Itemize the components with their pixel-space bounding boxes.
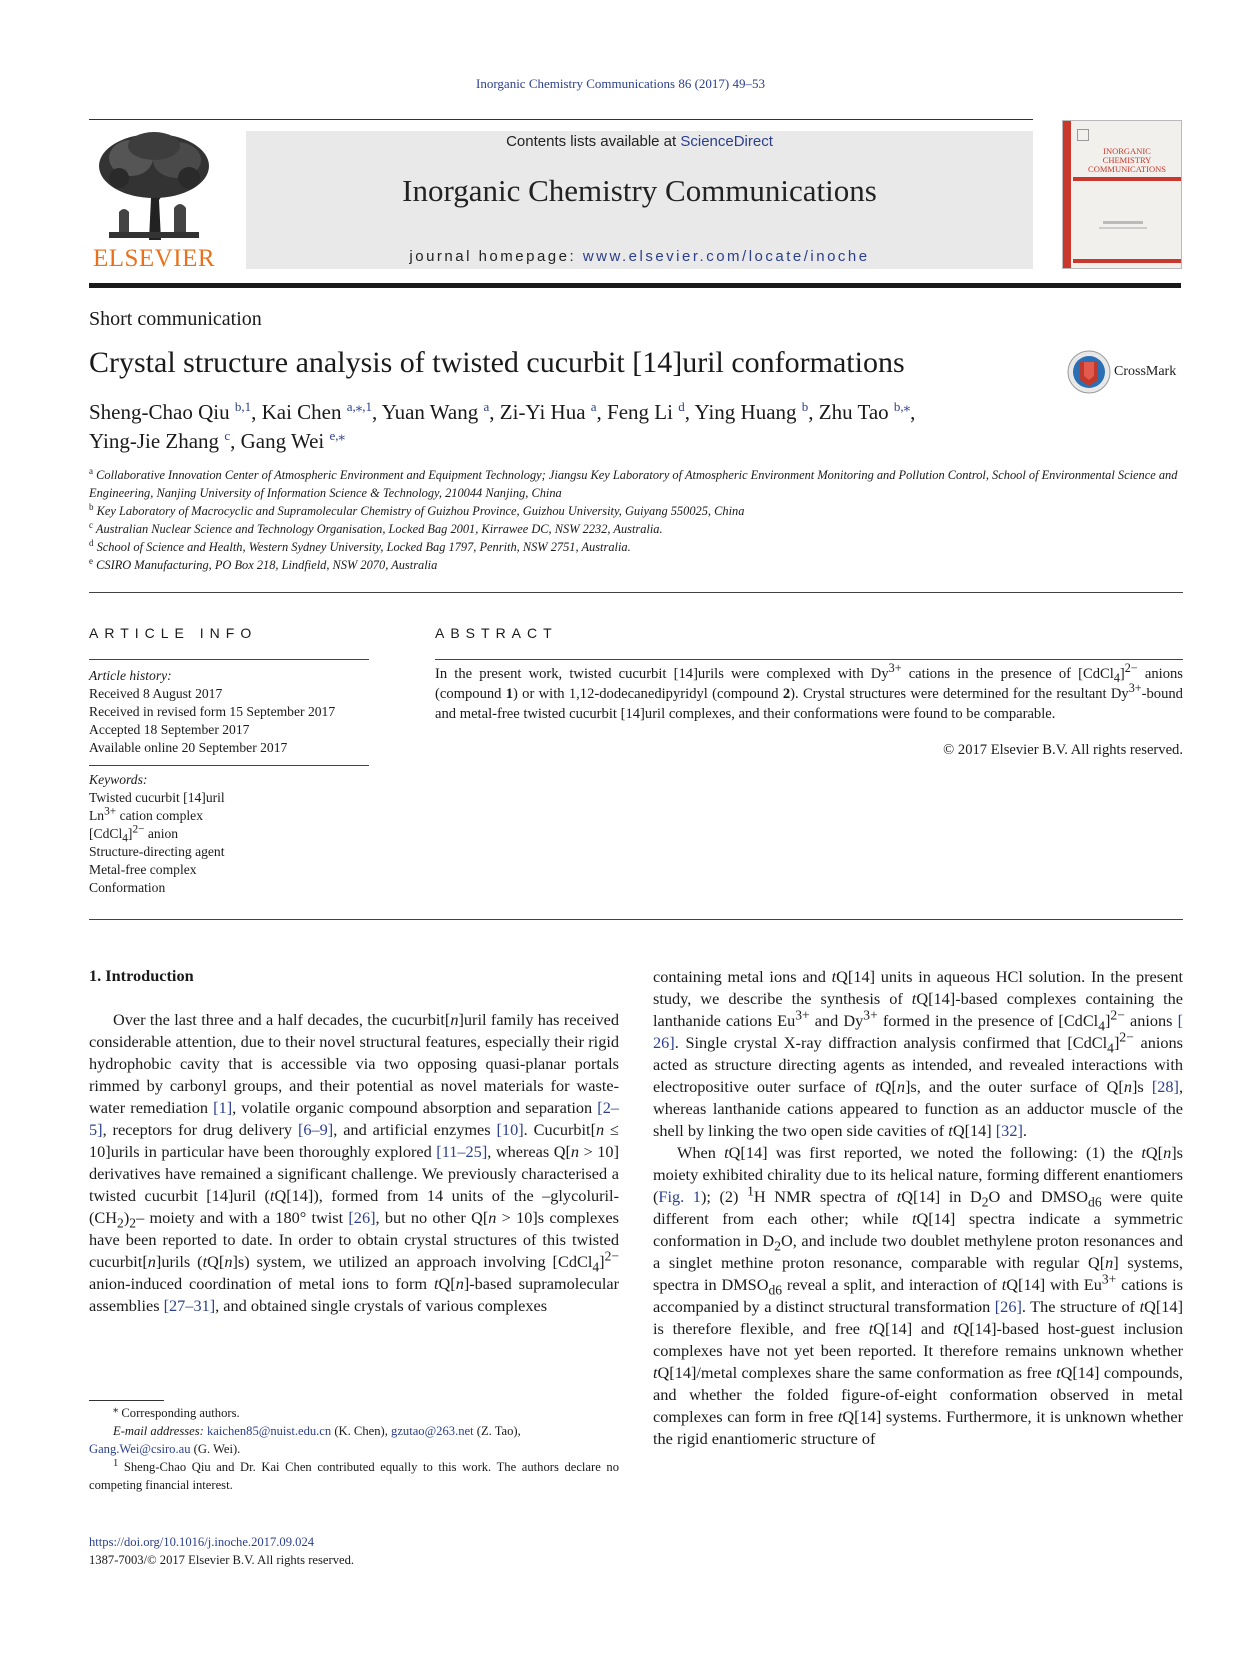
body-top-rule [89, 919, 1183, 920]
section-type: Short communication [89, 308, 262, 330]
author-list: Sheng-Chao Qiu $^{b,1}$, Kai Chen $^{a,⁎,1}$, Yuan Wang $^a$, Zi-Yi Hua $^a$, Feng Li $^d$, Ying Huang $^b$, Zhu Tao $^{b,⁎}$, Ying-Jie Zhang $^c$, Gang Wei $^{e,⁎}$ [89, 399, 916, 453]
header-thick-rule [89, 283, 1181, 288]
author[interactable]: Zhu Tao $^{b,⁎}$ [818, 399, 911, 424]
email-link[interactable]: kaichen85@nuist.edu.cn [206, 1424, 332, 1438]
keyword: Structure-directing agent [89, 844, 225, 859]
history-revised: Received in revised form 15 September 2017 [89, 704, 336, 719]
issn-line: 1387-7003/© 2017 Elsevier B.V. All rights reserved. [89, 1553, 355, 1567]
contents-line [246, 133, 1033, 150]
citation-link[interactable]: [26] [348, 1208, 376, 1227]
body-paragraph: containing metal ions and tQ[14] units in aqueous HCl solution. In the present study, we describe the synthesis of tQ[14]-based complexes containing the lanthanide cations $Eu^{3+}$ and $Dy^{3+}$ formed in the presence of [CdCl$_4$]$^{2-}$ anions [ 26]. Single crystal X-ray diffraction analysis confirmed that [CdCl$_4$]$^{2-}$ anions acted as structure directing agents as intended, and revealed interactions with electropositive outer surface of tQ[n]s, and the outer surface of Q[n]s [28], whereas lanthanide cations appeared to function as an adductor muscle of the shell by linking the two open side cavities of tQ[14] [32]. [653, 967, 1184, 1140]
keyword: Twisted cucurbit [14]uril [89, 790, 225, 805]
keywords-label: Keywords: [89, 772, 148, 787]
cover-logo-icon [1077, 129, 1089, 141]
author[interactable]: Ying-Jie Zhang $^c$ [89, 428, 231, 453]
author[interactable]: Zi-Yi Hua $^a$ [499, 399, 597, 424]
article-history [89, 667, 369, 757]
homepage-link[interactable]: www.elsevier.com/locate/inoche [582, 248, 870, 265]
journal-reference[interactable]: Inorganic Chemistry Communications 86 (2017) 49–53 [476, 76, 765, 91]
affiliation: $^a$ Collaborative Innovation Center of Atmospheric Environment and Equipment Technology; Jiangsu Key Laboratory of Atmospheric Environment Monitoring and Pollution Control, School of Environmental Science and Engineering, Nanjing University of Information Science & Technology, 210044 Nanjing, China [89, 465, 1178, 500]
doi-link[interactable]: https://doi.org/10.1016/j.inoche.2017.09.024 [89, 1535, 315, 1549]
affiliations-rule [89, 592, 1183, 593]
elsevier-tree-icon [89, 128, 219, 243]
citation-link[interactable]: [2–5] [89, 1098, 619, 1139]
article-title: Crystal structure analysis of twisted cucurbit [14]uril conformations [89, 346, 905, 379]
body-column-right [653, 966, 1183, 1450]
footnote-emails: E-mail addresses: kaichen85@nuist.edu.cn (K. Chen), gzutao@263.net (Z. Tao), Gang.Wei@csiro.au (G. Wei). [89, 1424, 521, 1456]
footnote-1: $^1$ Sheng-Chao Qiu and Dr. Kai Chen contributed equally to this work. The authors declare no competing financial interest. [89, 1457, 619, 1492]
footnote-rule [89, 1400, 164, 1401]
contents-prefix: Contents lists available at [506, 133, 681, 150]
cover-title [1073, 147, 1181, 174]
journal-homepage [246, 248, 1033, 265]
cover-footer-band [1073, 259, 1181, 263]
author[interactable]: Yuan Wang $^a$ [381, 399, 490, 424]
citation-link[interactable]: [ 26] [653, 1011, 1183, 1052]
keywords-rule [89, 765, 369, 766]
author[interactable]: Sheng-Chao Qiu $^{b,1}$ [89, 399, 252, 424]
homepage-prefix: journal homepage: [409, 248, 583, 265]
body-paragraph: Over the last three and a half decades, the cucurbit[n]uril family has received considerable attention, due to their novel structural features, especially their rigid hydrophobic cavity that is accessible via two opposing quasi-planar portals rimmed by carbonyl groups, and their potential as novel materials for waste-water remediation [1], volatile organic compound absorption and separation [2–5], receptors for drug delivery [6–9], and artificial enzymes [10]. Cucurbit[n ≤ 10]urils in particular have been thoroughly explored [11–25], whereas Q[n > 10] derivatives have remained a significant challenge. We previously characterised a twisted cucurbit [14]uril (tQ[14]), formed from 14 units of the $-glycoluril-(CH_2)_2-$ moiety and with a 180° twist [26], but no other Q[n > 10]s complexes have been reported to date. In order to obtain crystal structures of this twisted cucurbit[n]urils (tQ[n]s) system, we utilized an approach involving [CdCl$_4$]$^{2-}$ anion-induced coordination of metal ions to form tQ[n]-based supramolecular assemblies [27–31], and obtained single crystals of various complexes [89, 1010, 620, 1315]
crossmark-icon [1067, 350, 1111, 394]
doi-block [89, 1533, 354, 1569]
author[interactable]: Ying Huang $^b$ [694, 399, 809, 424]
keyword: [CdCl$_4$]$^{2-}$ anion [89, 823, 179, 845]
article-info-heading: ARTICLE INFO [89, 625, 258, 641]
keywords [89, 771, 369, 897]
cover-band [1073, 177, 1181, 181]
affiliation: $^c$ Australian Nuclear Science and Technology Organisation, Locked Bag 2001, Kirrawee DC, NSW 2232, Australia. [89, 519, 663, 536]
citation-link[interactable]: [6–9] [297, 1120, 334, 1139]
affiliation: $^d$ School of Science and Health, Western Sydney University, Locked Bag 1797, Penrith, NSW 2751, Australia. [89, 537, 631, 554]
intro-heading: 1. Introduction [89, 966, 194, 985]
footnote-corresponding: ⁎ Corresponding authors. [113, 1403, 240, 1420]
body-paragraph: When tQ[14] was first reported, we noted the following: (1) the tQ[n]s moiety exhibited chirality due to its helical nature, forming different enantiomers (Fig. 1); (2) $^1$H NMR spectra of tQ[14] in $D_2O$ and $DMSO_{d6}$ were quite different from each other; while tQ[14] spectra indicate a symmetric conformation in $D_2O$, and include two doublet methylene proton resonances and a singlet methine proton resonance, comparable with regular Q[n] systems, spectra in $DMSO_{d6}$ reveal a split, and interaction of tQ[14] with $Eu^{3+}$ cations is accompanied by a distinct structural transformation [26]. The structure of tQ[14] is therefore flexible, and free tQ[14] and tQ[14]-based host-guest inclusion complexes have not yet been reported. It therefore remains unknown whether tQ[14]/metal complexes share the same conformation as free tQ[14] compounds, and whether the folded figure-of-eight conformation observed in metal complexes can form in free tQ[14] systems. Furthermore, it is unknown whether the rigid enantiomeric structure of [653, 1143, 1184, 1448]
journal-title: Inorganic Chemistry Communications [402, 173, 877, 208]
citation-link[interactable]: [26] [994, 1297, 1022, 1316]
cover-spine [1063, 121, 1071, 268]
keyword: Conformation [89, 880, 166, 895]
cover-line-1: INORGANIC [1103, 146, 1151, 156]
footnotes [89, 1404, 619, 1494]
header-top-rule [89, 119, 1033, 120]
email-link[interactable]: gzutao@263.net [391, 1424, 474, 1438]
citation-link[interactable]: [32] [995, 1121, 1023, 1140]
article-info-rule [89, 659, 369, 660]
cover-text-line [1103, 221, 1143, 224]
citation-link[interactable]: [28] [1151, 1077, 1179, 1096]
elsevier-logo[interactable] [89, 128, 219, 273]
keyword: $Ln^{3+}$ cation complex [89, 805, 203, 823]
affiliation: $^e$ CSIRO Manufacturing, PO Box 218, Lindfield, NSW 2070, Australia [89, 555, 438, 572]
citation-link[interactable]: [27–31] [163, 1296, 216, 1315]
email-link[interactable]: Gang.Wei@csiro.au [89, 1442, 191, 1456]
abstract-rule [435, 659, 1183, 660]
cover-line-3: COMMUNICATIONS [1088, 164, 1166, 174]
author[interactable]: Kai Chen $^{a,⁎,1}$ [261, 399, 373, 424]
abstract-copyright: © 2017 Elsevier B.V. All rights reserved. [943, 742, 1183, 758]
author[interactable]: Feng Li $^d$ [607, 399, 685, 424]
sciencedirect-link[interactable]: ScienceDirect [680, 133, 773, 150]
abstract-heading: ABSTRACT [435, 625, 558, 641]
citation-link[interactable]: [11–25] [436, 1142, 488, 1161]
body-column-left [89, 1009, 619, 1317]
elsevier-wordmark: ELSEVIER [92, 245, 216, 272]
abstract-text: In the present work, twisted cucurbit [14]urils were complexed with $Dy^{3+}$ cations in the presence of [CdCl$_4$]$^{2-}$ anions (compound 1) or with 1,12-dodecanedipyridyl (compound 2). Crystal structures were determined for the resultant $Dy^{3+}$-bound and metal-free twisted cucurbit [14]uril complexes, and their conformations were found to be comparable. [435, 661, 1183, 722]
crossmark-badge[interactable] [1067, 350, 1187, 396]
affiliations [89, 466, 1183, 574]
history-received: Received 8 August 2017 [89, 686, 223, 701]
citation-link[interactable]: [1] [213, 1098, 233, 1117]
cover-line-2: CHEMISTRY [1102, 155, 1152, 165]
history-accepted: Accepted 18 September 2017 [89, 722, 250, 737]
citation-link[interactable]: [10] [496, 1120, 524, 1139]
keyword: Metal-free complex [89, 862, 197, 877]
crossmark-label: CrossMark [1114, 364, 1177, 379]
affiliation: $^b$ Key Laboratory of Macrocyclic and Supramolecular Chemistry of Guizhou Province, Guizhou University, Guiyang 550025, China [89, 501, 745, 518]
cover-text-line [1099, 227, 1147, 229]
author[interactable]: Gang Wei $^{e,⁎}$ [240, 428, 346, 453]
figure-link[interactable]: Fig. 1 [658, 1187, 701, 1206]
history-label: Article history: [89, 668, 172, 683]
journal-cover-thumbnail[interactable] [1062, 120, 1182, 269]
history-online: Available online 20 September 2017 [89, 740, 288, 755]
